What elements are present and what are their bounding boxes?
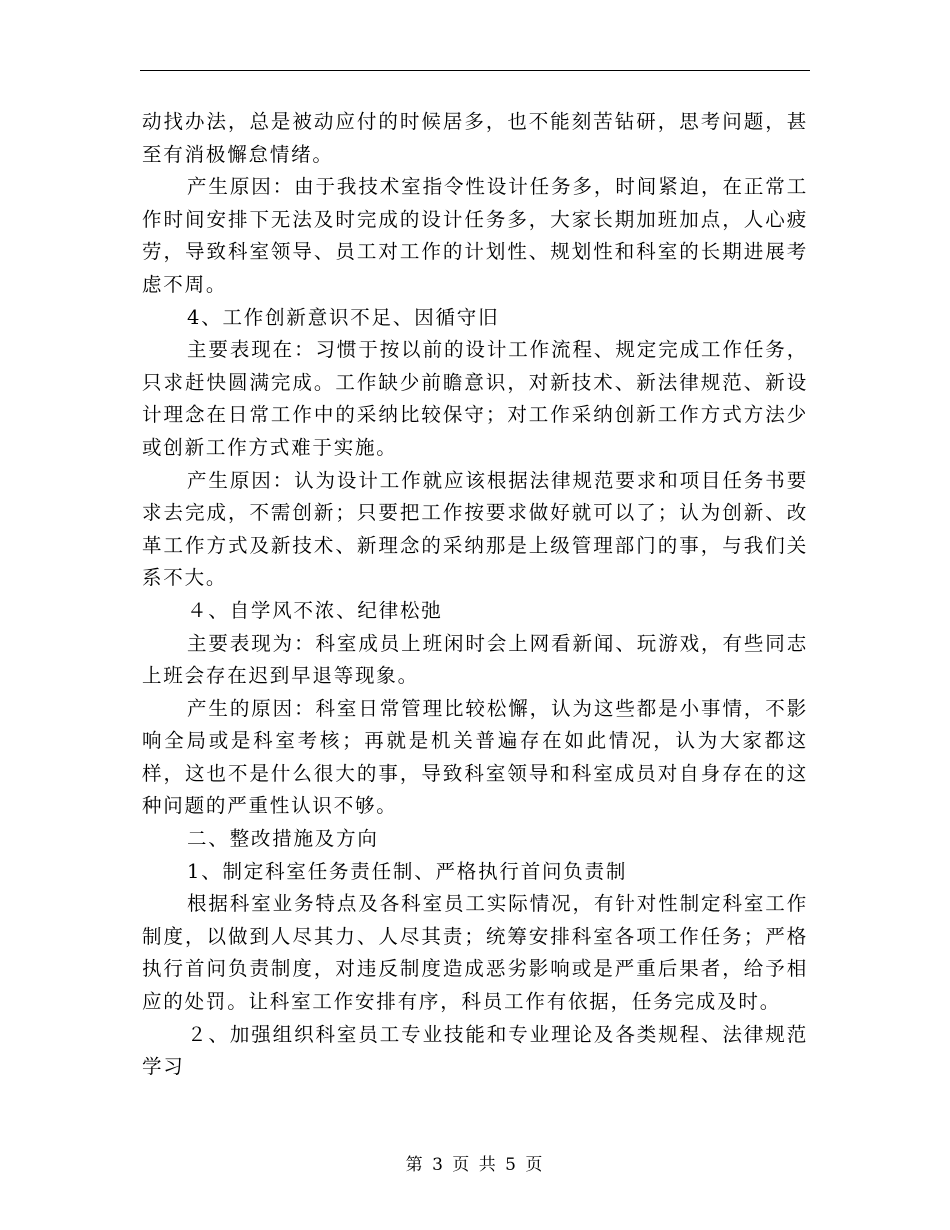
section-heading: 二、整改措施及方向 (187, 827, 379, 851)
paragraph: 根据科室业务特点及各科室员工实际情况，有针对性制定科室工作制度，以做到人尽其力、人尽其责；统筹安排科室各项工作任务；严格执行首问负责制度，对违反制度造成恶劣影响或是严重后果者，给予相应的处罚。让科室工作安排有序，科员工作有依据，任务完成及时。 (142, 892, 808, 1014)
section-heading: 4、工作创新意识不足、因循守旧 (187, 305, 500, 329)
page-footer: 第 3 页 共 5 页 (405, 1155, 545, 1175)
paragraph: 动找办法，总是被动应付的时候居多，也不能刻苦钻研，思考问题，甚至有消极懈怠情绪。 (142, 110, 808, 166)
section-heading: 1、制定科室任务责任制、严格执行首问负责制 (187, 859, 628, 883)
section-heading: ４、自学风不浓、纪律松弛 (187, 598, 443, 622)
document-body (142, 106, 808, 1084)
paragraph: 产生原因：由于我技术室指令性设计任务多，时间紧迫，在正常工作时间安排下无法及时完成的设计任务多，大家长期加班加点，人心疲劳，导致科室领导、员工对工作的计划性、规划性和科室的长期进展考虑不周。 (142, 175, 808, 296)
paragraph: 主要表现在：习惯于按以前的设计工作流程、规定完成工作任务，只求赶快圆满完成。工作缺少前瞻意识，对新技术、新法律规范、新设计理念在日常工作中的采纳比较保守；对工作采纳创新工作方式方法少或创新工作方式难于实施。 (142, 338, 808, 459)
paragraph: 产生原因：认为设计工作就应该根据法律规范要求和项目任务书要求去完成，不需创新；只要把工作按要求做好就可以了；认为创新、改革工作方式及新技术、新理念的采纳那是上级管理部门的事，与我们关系不大。 (142, 468, 808, 590)
paragraph: 主要表现为：科室成员上班闲时会上网看新闻、玩游戏，有些同志上班会存在迟到早退等现象。 (142, 631, 808, 688)
header-rule (140, 70, 810, 71)
section-heading: ２、加强组织科室员工专业技能和专业理论及各类规程、法律规范学习 (142, 1022, 808, 1079)
paragraph: 产生的原因：科室日常管理比较松懈，认为这些都是小事情，不影响全局或是科室考核；再就是机关普遍存在如此情况，认为大家都这样，这也不是什么很大的事，导致科室领导和科室成员对自身存在的这种问题的严重性认识不够。 (142, 696, 808, 818)
